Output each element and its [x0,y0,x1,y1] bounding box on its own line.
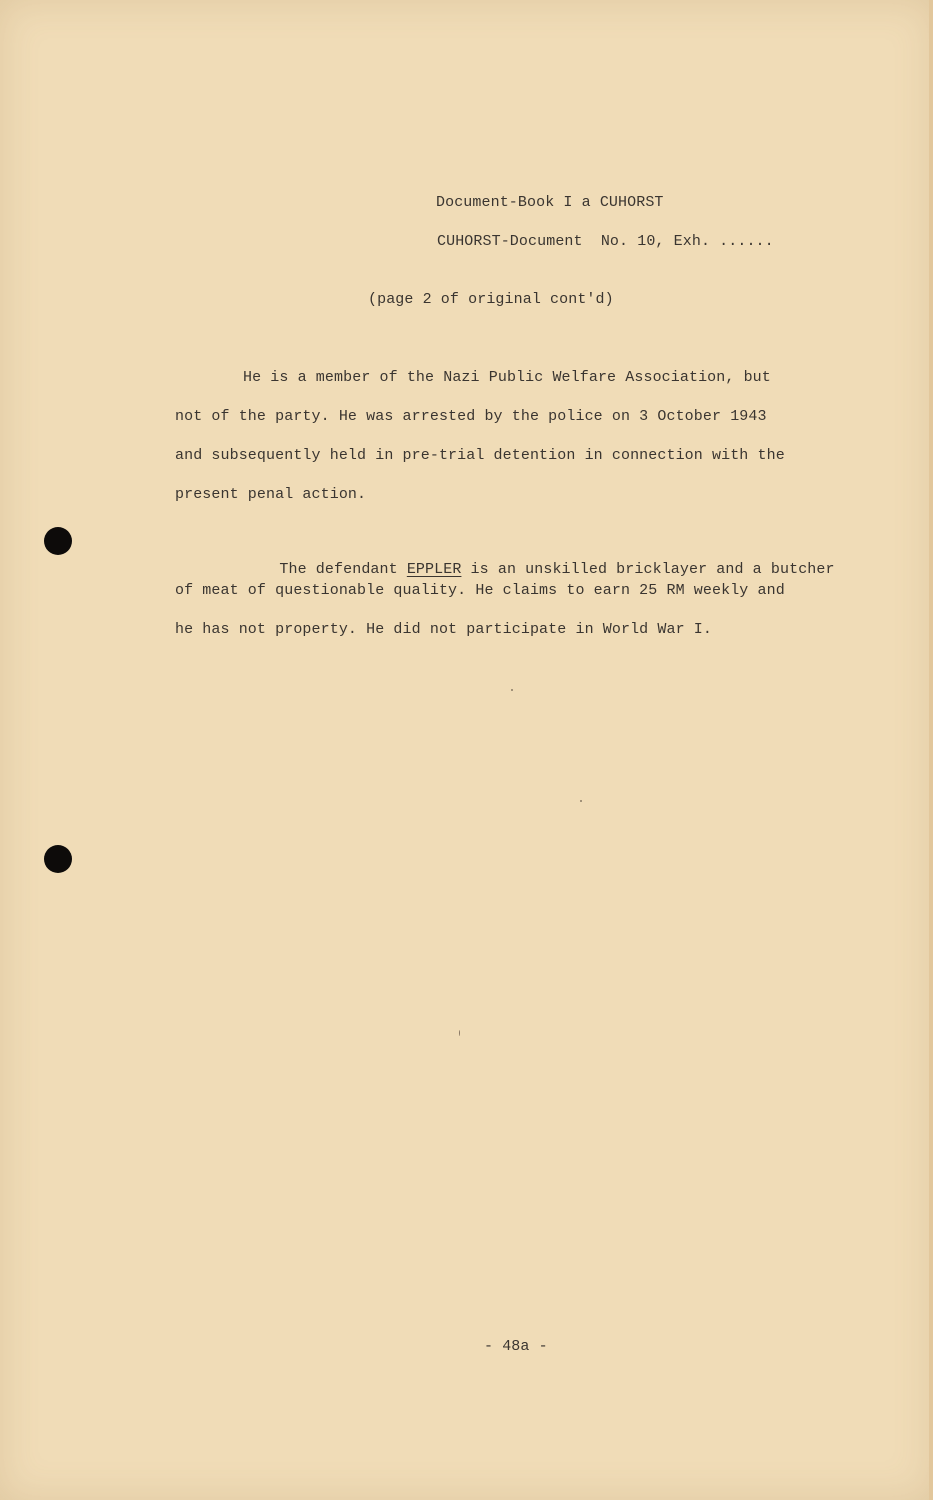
page-note: (page 2 of original cont'd) [368,291,614,308]
page-number: - 48a - [484,1338,548,1355]
paragraph1-line2: not of the party. He was arrested by the police on 3 October 1943 [175,408,767,425]
page-edge [929,0,933,1500]
paragraph2-line1-suffix: is an unskilled bricklayer and a butcher [461,561,835,578]
paper-speck [511,689,513,691]
paper-speck [580,800,582,802]
punch-hole-top [44,527,72,555]
paragraph1-line1: He is a member of the Nazi Public Welfare Association, but [243,369,771,386]
header-book-line: Document-Book I a CUHORST [436,194,664,211]
paper-speck [459,1030,460,1036]
defendant-name: EPPLER [406,561,462,578]
paragraph2-line1-prefix: The defendant [279,561,407,578]
paragraph1-line3: and subsequently held in pre-trial detention in connection with the [175,447,785,464]
punch-hole-bottom [44,845,72,873]
paragraph2-line3: he has not property. He did not participate in World War I. [175,621,712,638]
header-document-line: CUHORST-Document No. 10, Exh. ...... [437,233,774,250]
paragraph2-line2: of meat of questionable quality. He claims to earn 25 RM weekly and [175,582,785,599]
paragraph1-line4: present penal action. [175,486,367,503]
